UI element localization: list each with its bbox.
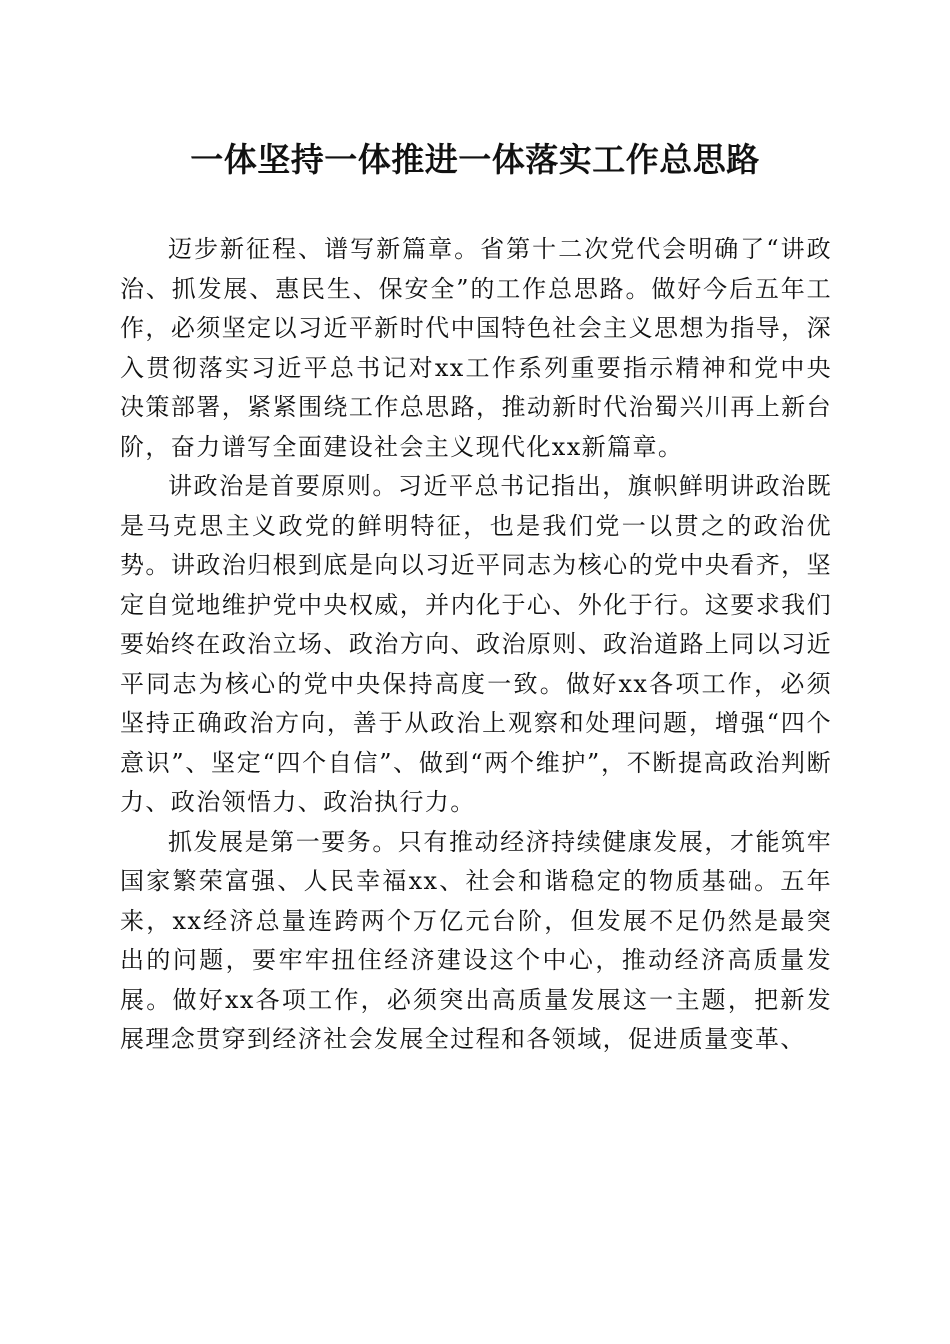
- paragraph-development: 抓发展是第一要务。只有推动经济持续健康发展，才能筑牢国家繁荣富强、人民幸福xx、社会和谐稳定的物质基础。五年来，xx经济总量连跨两个万亿元台阶，但发展不足仍然是最突出的问题，要牢牢扭住经济建设这个中心，推动经济高质量发展。做好xx各项工作，必须突出高质量发展这一主题，把新发展理念贯穿到经济社会发展全过程和各领域，促进质量变革、: [120, 827, 832, 1053]
- paragraph-intro: 迈步新征程、谱写新篇章。省第十二次党代会明确了“讲政治、抓发展、惠民生、保安全”的工作总思路。做好今后五年工作，必须坚定以习近平新时代中国特色社会主义思想为指导，深入贯彻落实习近平总书记对xx工作系列重要指示精神和党中央决策部署，紧紧围绕工作总思路，推动新时代治蜀兴川再上新台阶，奋力谱写全面建设社会主义现代化xx新篇章。: [120, 235, 832, 461]
- document-title: 一体坚持一体推进一体落实工作总思路: [190, 140, 760, 179]
- document-body: [120, 230, 832, 1060]
- paragraph-politics: 讲政治是首要原则。习近平总书记指出，旗帜鲜明讲政治既是马克思主义政党的鲜明特征，也是我们党一以贯之的政治优势。讲政治归根到底是向以习近平同志为核心的党中央看齐，坚定自觉地维护党中央权威，并内化于心、外化于行。这要求我们要始终在政治立场、政治方向、政治原则、政治道路上同以习近平同志为核心的党中央保持高度一致。做好xx各项工作，必须坚持正确政治方向，善于从政治上观察和处理问题，增强“四个意识”、坚定“四个自信”、做到“两个维护”，不断提高政治判断力、政治领悟力、政治执行力。: [120, 472, 832, 816]
